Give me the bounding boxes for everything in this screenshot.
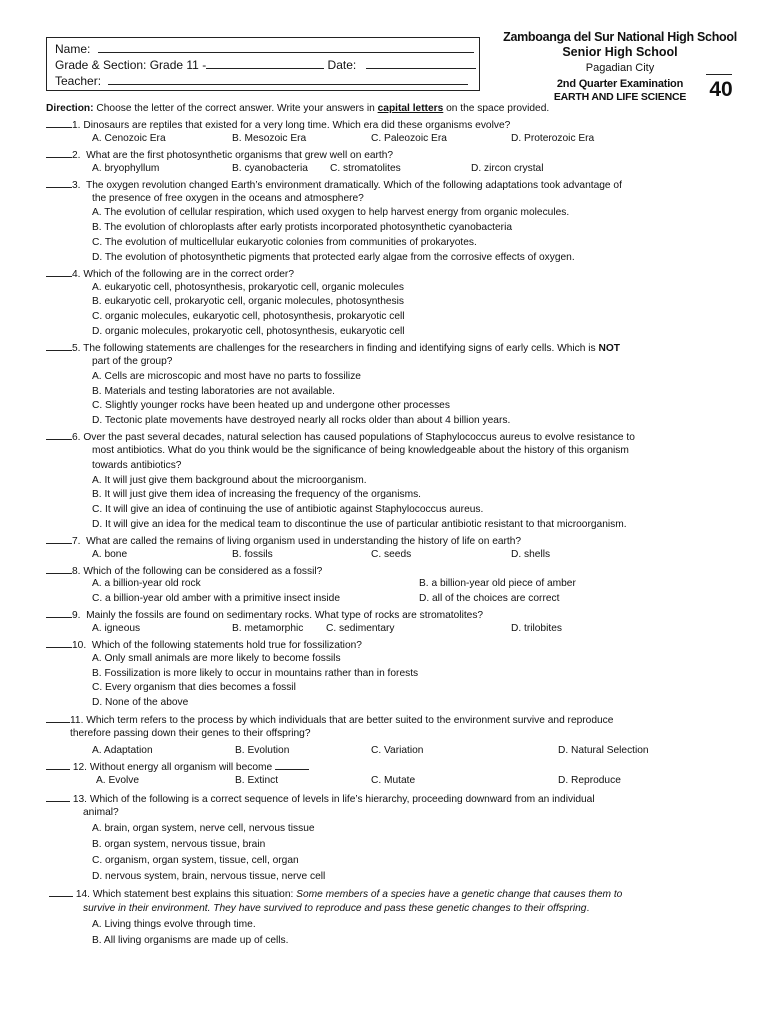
question-number: 12. (72, 762, 88, 773)
date-label: Date: (327, 58, 357, 72)
answer-blank-4[interactable] (46, 266, 72, 277)
option: A. a billion-year old rock (92, 578, 201, 589)
question-text-cont: therefore passing down their genes to their offspring? (70, 728, 311, 739)
answer-blank-12[interactable] (46, 759, 70, 770)
option: D. nervous system, brain, nervous tissue, nerve cell (92, 871, 326, 882)
option: B. Materials and testing laboratories are not available. (92, 386, 335, 397)
option: A. eukaryotic cell, photosynthesis, prokaryotic cell, organic molecules (92, 282, 404, 293)
score-blank[interactable] (706, 74, 732, 75)
teacher-row (55, 73, 479, 89)
option: C. stromatolites (330, 163, 401, 174)
answer-blank-8[interactable] (46, 563, 72, 574)
question-text: The oxygen revolution changed Earth’s environment dramatically. Which of the following adaptations took advantage of (85, 180, 622, 191)
option: A. Living things evolve through time. (92, 919, 256, 930)
school-level: Senior High School (562, 45, 678, 59)
option: B. Evolution (235, 745, 290, 756)
school-header (500, 30, 740, 104)
option: D. Tectonic plate movements have destroyed nearly all rocks older than about 4 billion years. (92, 415, 511, 426)
question-number: 14. (75, 889, 91, 900)
name-row (55, 41, 479, 57)
answer-blank-9[interactable] (46, 607, 72, 618)
name-label: Name: (55, 42, 91, 56)
question-3 (46, 177, 622, 193)
answer-blank-13[interactable] (46, 791, 70, 802)
direction-text: Choose the letter of the correct answer. Write your answers in (93, 103, 378, 114)
option: C. organism, organ system, tissue, cell, organ (92, 855, 299, 866)
option: C. Slightly younger rocks have been heated up and undergone other processes (92, 400, 450, 411)
option: C. Mutate (371, 775, 416, 786)
option: A. Evolve (96, 775, 140, 786)
answer-blank-14[interactable] (49, 886, 73, 897)
option: A. It will just give them background about the microorganism. (92, 475, 367, 486)
answer-blank-10[interactable] (46, 637, 72, 648)
question-2 (46, 147, 393, 163)
question-13 (46, 791, 595, 807)
teacher-field[interactable] (108, 73, 468, 85)
question-1 (46, 117, 510, 133)
question-number: 11. (70, 715, 84, 726)
option: D. trilobites (511, 623, 562, 634)
question-number: 5. (72, 343, 81, 354)
option: D. Reproduce (558, 775, 621, 786)
question-10 (46, 637, 362, 653)
question-text-cont: towards antibiotics? (92, 460, 182, 471)
question-number: 3. (72, 180, 81, 191)
question-9 (46, 607, 483, 623)
situation-text: survive in their environment. They have survived to reproduce and pass these genetic changes to their offspring (83, 903, 587, 914)
answer-blank-3[interactable] (46, 177, 72, 188)
question-12 (46, 759, 309, 775)
question-14 (49, 886, 622, 902)
option: C. organic molecules, eukaryotic cell, photosynthesis, prokaryotic cell (92, 311, 405, 322)
grade-row (55, 57, 479, 73)
option: B. The evolution of chloroplasts after early protists incorporated photosynthetic cyanobacteria (92, 222, 512, 233)
question-number: 13. (72, 794, 88, 805)
option: B. a billion-year old piece of amber (419, 578, 576, 589)
option: A. Cells are microscopic and most have no parts to fossilize (92, 371, 361, 382)
option: A. brain, organ system, nerve cell, nervous tissue (92, 823, 315, 834)
direction-text-end: on the space provided. (443, 103, 550, 114)
option: B. Mesozoic Era (232, 133, 307, 144)
option: A. Adaptation (92, 745, 153, 756)
question-text: Over the past several decades, natural selection has caused populations of Staphylococcus aureus to evolve resistance to (83, 432, 635, 443)
option: D. The evolution of photosynthetic pigments that protected early algae from the corrosive effects of oxygen. (92, 252, 575, 263)
option: D. shells (511, 549, 551, 560)
question-text: The following statements are challenges for the researchers in finding and identifying signs of early cells. Which is (83, 343, 596, 354)
question-number: 8. (72, 566, 81, 577)
question-7 (46, 533, 521, 549)
question-number: 9. (72, 610, 81, 621)
answer-blank-5[interactable] (46, 340, 72, 351)
option: D. all of the choices are correct (419, 593, 560, 604)
option: C. sedimentary (326, 623, 395, 634)
name-field[interactable] (98, 41, 474, 53)
option: B. fossils (232, 549, 273, 560)
question-4 (46, 266, 294, 282)
school-name: Zamboanga del Sur National High School (503, 30, 737, 44)
question-text: Which term refers to the process by which individuals that are better suited to the environment survive and reproduce (86, 715, 614, 726)
option: A. bone (92, 549, 128, 560)
subject-title: EARTH AND LIFE SCIENCE (553, 91, 687, 103)
option: C. a billion-year old amber with a primitive insect inside (92, 593, 340, 604)
option: B. Extinct (235, 775, 279, 786)
option: C. Every organism that dies becomes a fossil (92, 682, 296, 693)
question-text: Dinosaurs are reptiles that existed for a very long time. Which era did these organisms evolve? (83, 120, 511, 131)
option: A. Cenozoic Era (92, 133, 166, 144)
answer-blank-11[interactable] (46, 712, 70, 723)
answer-blank-1[interactable] (46, 117, 72, 128)
direction-label: Direction: (46, 103, 94, 114)
option: B. eukaryotic cell, prokaryotic cell, organic molecules, photosynthesis (92, 296, 404, 307)
option: B. All living organisms are made up of cells. (92, 935, 289, 946)
fill-in-blank-12[interactable] (275, 759, 309, 770)
option: D. Natural Selection (558, 745, 649, 756)
option: B. metamorphic (232, 623, 304, 634)
question-text: Mainly the fossils are found on sedimentary rocks. What type of rocks are stromatolites? (86, 610, 484, 621)
option: B. organ system, nervous tissue, brain (92, 839, 266, 850)
answer-blank-7[interactable] (46, 533, 72, 544)
question-number: 6. (72, 432, 81, 443)
option: C. The evolution of multicellular eukaryotic colonies from communities of prokaryotes. (92, 237, 477, 248)
question-text: What are called the remains of living organism used in understanding the history of life on earth? (86, 536, 522, 547)
question-text-cont: part of the group? (92, 356, 173, 367)
question-6 (46, 429, 635, 445)
question-5 (46, 340, 620, 356)
grade-label: Grade & Section: Grade 11 - (55, 58, 207, 72)
option: D. zircon crystal (471, 163, 544, 174)
option: D. It will give an idea for the medical team to discontinue the use of particular antibiotic resistant to that microorganism. (92, 519, 627, 530)
question-text: Which of the following can be considered as a fossil? (83, 566, 323, 577)
question-text: Which statement best explains this situation: (92, 889, 294, 900)
question-number: 1. (72, 120, 81, 131)
question-text-cont: animal? (83, 807, 119, 818)
option: B. Fossilization is more likely to occur in mountains rather than in forests (92, 668, 419, 679)
option: C. Variation (371, 745, 424, 756)
question-number: 10. (72, 640, 87, 651)
section-field[interactable] (206, 57, 324, 69)
situation-text-cont: survive in their environment. They have survived to reproduce and pass these genetic changes to their offspring. (83, 903, 590, 914)
option: A. bryophyllum (92, 163, 160, 174)
option: B. It will just give them idea of increasing the frequency of the organisms. (92, 489, 421, 500)
question-text: Without energy all organism will become (89, 762, 273, 773)
direction (46, 102, 549, 116)
school-city: Pagadian City (585, 62, 655, 74)
question-number: 4. (72, 269, 81, 280)
teacher-label: Teacher: (55, 74, 102, 88)
question-text-cont: most antibiotics. What do you think would be the significance of being knowledgeable about the history of this organism (92, 445, 629, 456)
option: A. The evolution of cellular respiration, which used oxygen to help harvest energy from organic molecules. (92, 207, 570, 218)
option: C. Paleozoic Era (371, 133, 447, 144)
date-field[interactable] (366, 57, 476, 69)
question-text-cont: the presence of free oxygen in the oceans and atmosphere? (92, 193, 364, 204)
option: D. organic molecules, prokaryotic cell, photosynthesis, eukaryotic cell (92, 326, 405, 337)
question-text: What are the first photosynthetic organisms that grew well on earth? (86, 150, 394, 161)
student-info-box (46, 37, 480, 91)
option: A. igneous (92, 623, 141, 634)
option: D. None of the above (92, 697, 189, 708)
question-number: 7. (72, 536, 81, 547)
option: C. It will give an idea of continuing the use of antibiotic against Staphylococcus aureus. (92, 504, 484, 515)
situation-text: Some members of a species have a genetic change that causes them to (296, 889, 623, 900)
direction-emphasis: capital letters (377, 103, 444, 114)
option: A. Only small animals are more likely to become fossils (92, 653, 341, 664)
answer-blank-6[interactable] (46, 429, 72, 440)
question-number: 2. (72, 150, 81, 161)
option: D. Proterozoic Era (511, 133, 595, 144)
question-text: Which of the following statements hold true for fossilization? (91, 640, 362, 651)
question-text: Which of the following is a correct sequence of levels in life’s hierarchy, proceeding downward from an individual (89, 794, 595, 805)
answer-blank-2[interactable] (46, 147, 72, 158)
total-score: 40 (709, 78, 733, 101)
option: B. cyanobacteria (232, 163, 308, 174)
question-11 (46, 712, 613, 728)
question-text: Which of the following are in the correct order? (83, 269, 294, 280)
option: C. seeds (371, 549, 412, 560)
exam-title: 2nd Quarter Examination (556, 78, 684, 90)
not-emphasis: NOT (598, 343, 620, 354)
